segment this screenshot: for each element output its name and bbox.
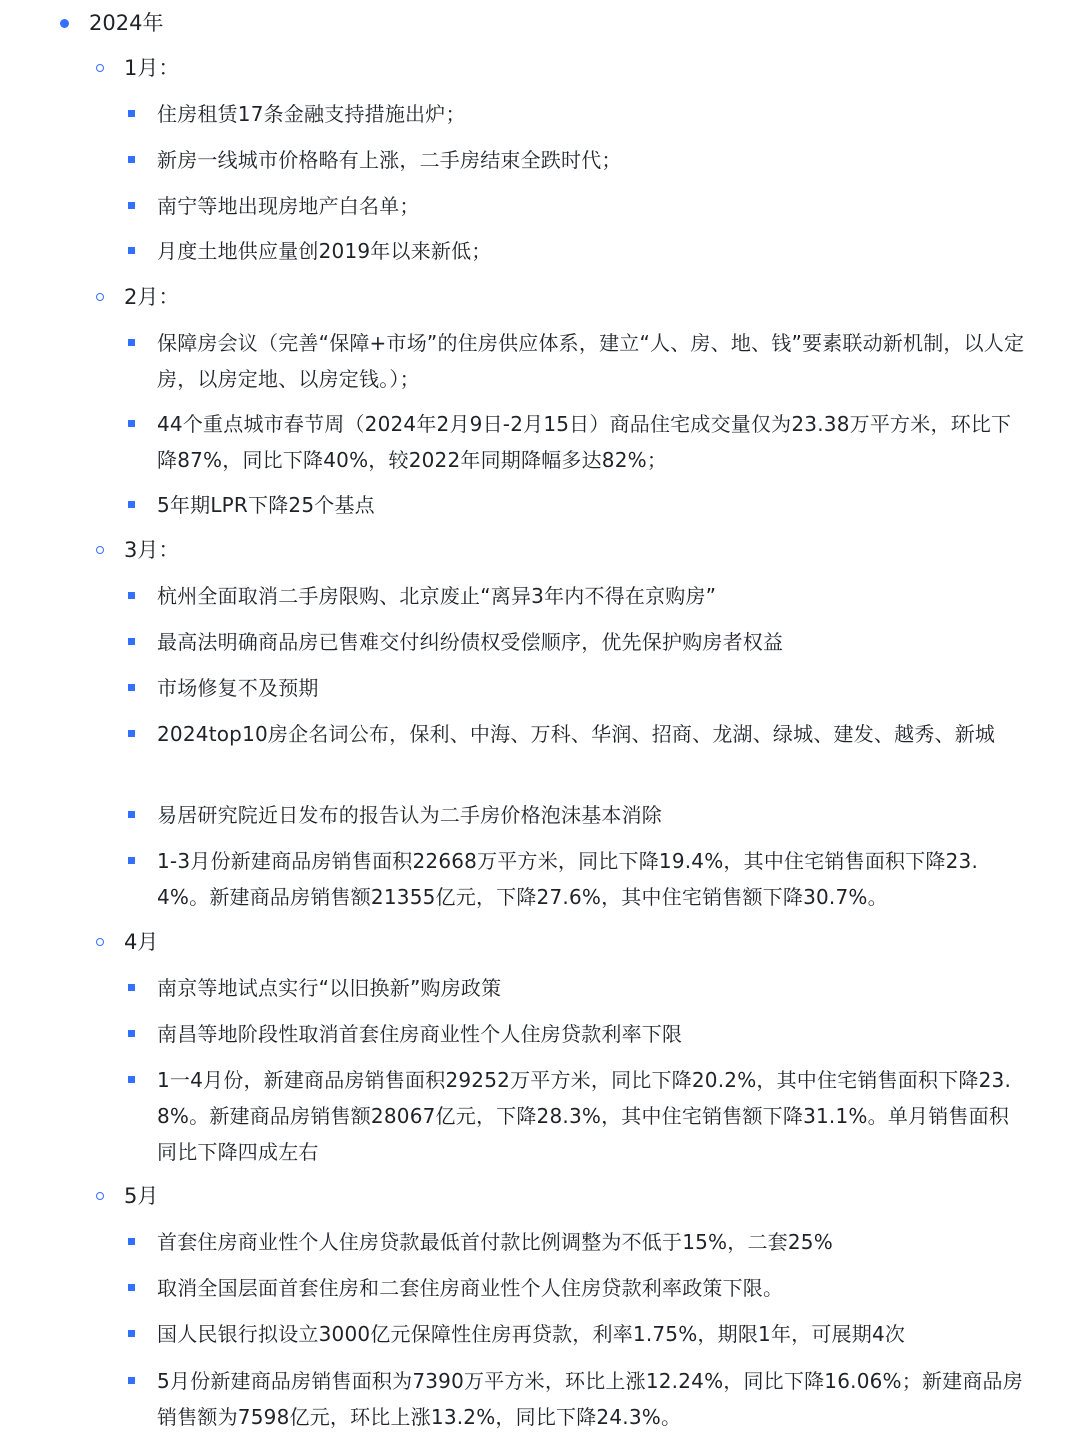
list-item-text: 杭州全面取消二手房限购、北京废止“离异3年内不得在京购房” bbox=[157, 584, 717, 608]
month-heading-mar bbox=[96, 533, 179, 567]
square-bullet-icon bbox=[128, 811, 135, 818]
list-item bbox=[128, 670, 1028, 706]
list-item-text: 2024top10房企名词公布，保利、中海、万科、华润、招商、龙湖、绿城、建发、越秀、新城 bbox=[157, 722, 996, 746]
list-item-text: 44个重点城市春节周（2024年2月9日-2月15日）商品住宅成交量仅为23.38万平方米，环比下降87%，同比下降40%，较2022年同期降幅多达82%； bbox=[157, 412, 1012, 472]
list-item bbox=[128, 1363, 1028, 1435]
list-item-text: 新房一线城市价格略有上涨，二手房结束全跌时代； bbox=[157, 148, 622, 172]
list-item-text: 国人民银行拟设立3000亿元保障性住房再贷款，利率1.75%，期限1年，可展期4次 bbox=[157, 1322, 906, 1346]
list-item-text: 南京等地试点实行“以旧换新”购房政策 bbox=[157, 976, 502, 1000]
list-item-text: 首套住房商业性个人住房贷款最低首付款比例调整为不低于15%，二套25% bbox=[157, 1230, 833, 1254]
month-label: 3月： bbox=[124, 538, 180, 562]
list-item-text: 1一4月份，新建商品房销售面积29252万平方米，同比下降20.2%，其中住宅销售面积下降23.8%。新建商品房销售额28067亿元，下降28.3%，其中住宅销售额下降31.1%。单月销售面积同比下降四成左右 bbox=[157, 1068, 1012, 1164]
disc-bullet-icon bbox=[60, 19, 69, 28]
list-item bbox=[128, 188, 1028, 224]
list-item-text: 易居研究院近日发布的报告认为二手房价格泡沫基本消除 bbox=[157, 803, 662, 827]
circle-bullet-icon bbox=[96, 546, 104, 554]
month-heading-apr bbox=[96, 925, 158, 959]
list-item-text: 住房租赁17条金融支持措施出炉； bbox=[157, 102, 466, 126]
square-bullet-icon bbox=[128, 501, 135, 508]
list-item bbox=[128, 578, 1028, 614]
circle-bullet-icon bbox=[96, 293, 104, 301]
square-bullet-icon bbox=[128, 592, 135, 599]
list-item bbox=[128, 1062, 1028, 1170]
list-item-text: 保障房会议（完善“保障+市场”的住房供应体系，建立“人、房、地、钱”要素联动新机制，以人定房，以房定地、以房定钱。）； bbox=[157, 331, 1025, 391]
list-item-text: 5月份新建商品房销售面积为7390万平方米，环比上涨12.24%，同比下降16.06%；新建商品房销售额为7598亿元，环比上涨13.2%，同比下降24.3%。 bbox=[157, 1369, 1023, 1429]
square-bullet-icon bbox=[128, 638, 135, 645]
month-heading-may bbox=[96, 1179, 158, 1213]
square-bullet-icon bbox=[128, 339, 135, 346]
square-bullet-icon bbox=[128, 984, 135, 991]
square-bullet-icon bbox=[128, 110, 135, 117]
square-bullet-icon bbox=[128, 202, 135, 209]
circle-bullet-icon bbox=[96, 64, 104, 72]
list-item-text: 南昌等地阶段性取消首套住房商业性个人住房贷款利率下限 bbox=[157, 1022, 683, 1046]
list-item bbox=[128, 797, 1028, 833]
list-item bbox=[128, 1224, 1028, 1260]
list-item-text: 1-3月份新建商品房销售面积22668万平方米，同比下降19.4%，其中住宅销售面积下降23.4%。新建商品房销售额21355亿元，下降27.6%，其中住宅销售额下降30.7%。 bbox=[157, 849, 979, 909]
list-item bbox=[128, 233, 1028, 269]
list-item bbox=[128, 1316, 1028, 1352]
list-item bbox=[128, 487, 1028, 523]
list-item bbox=[128, 1270, 1028, 1306]
square-bullet-icon bbox=[128, 1076, 135, 1083]
list-item bbox=[128, 142, 1028, 178]
list-item-text: 5年期LPR下降25个基点 bbox=[157, 493, 375, 517]
year-heading bbox=[60, 6, 163, 40]
list-item-text: 取消全国层面首套住房和二套住房商业性个人住房贷款利率政策下限。 bbox=[157, 1276, 784, 1300]
square-bullet-icon bbox=[128, 1030, 135, 1037]
month-label: 1月： bbox=[124, 56, 180, 80]
list-item-text: 南宁等地出现房地产白名单； bbox=[157, 194, 420, 218]
month-label: 2月： bbox=[124, 285, 180, 309]
square-bullet-icon bbox=[128, 684, 135, 691]
square-bullet-icon bbox=[128, 730, 135, 737]
month-heading-jan bbox=[96, 51, 179, 85]
month-label: 4月 bbox=[124, 930, 159, 954]
list-item bbox=[128, 624, 1028, 660]
list-item bbox=[128, 843, 1028, 915]
list-item-text: 最高法明确商品房已售难交付纠纷债权受偿顺序，优先保护购房者权益 bbox=[157, 630, 784, 654]
list-item-text: 月度土地供应量创2019年以来新低； bbox=[157, 239, 492, 263]
list-item bbox=[128, 970, 1028, 1006]
list-item bbox=[128, 96, 1028, 132]
list-item bbox=[128, 1016, 1028, 1052]
square-bullet-icon bbox=[128, 1238, 135, 1245]
circle-bullet-icon bbox=[96, 938, 104, 946]
square-bullet-icon bbox=[128, 1330, 135, 1337]
square-bullet-icon bbox=[128, 1284, 135, 1291]
list-item bbox=[128, 716, 1028, 752]
month-heading-feb bbox=[96, 280, 179, 314]
square-bullet-icon bbox=[128, 247, 135, 254]
square-bullet-icon bbox=[128, 156, 135, 163]
year-label: 2024年 bbox=[89, 11, 164, 35]
square-bullet-icon bbox=[128, 1377, 135, 1384]
list-item-text: 市场修复不及预期 bbox=[157, 676, 319, 700]
month-label: 5月 bbox=[124, 1184, 159, 1208]
square-bullet-icon bbox=[128, 857, 135, 864]
square-bullet-icon bbox=[128, 420, 135, 427]
list-item bbox=[128, 406, 1028, 478]
circle-bullet-icon bbox=[96, 1192, 104, 1200]
list-item bbox=[128, 325, 1028, 397]
